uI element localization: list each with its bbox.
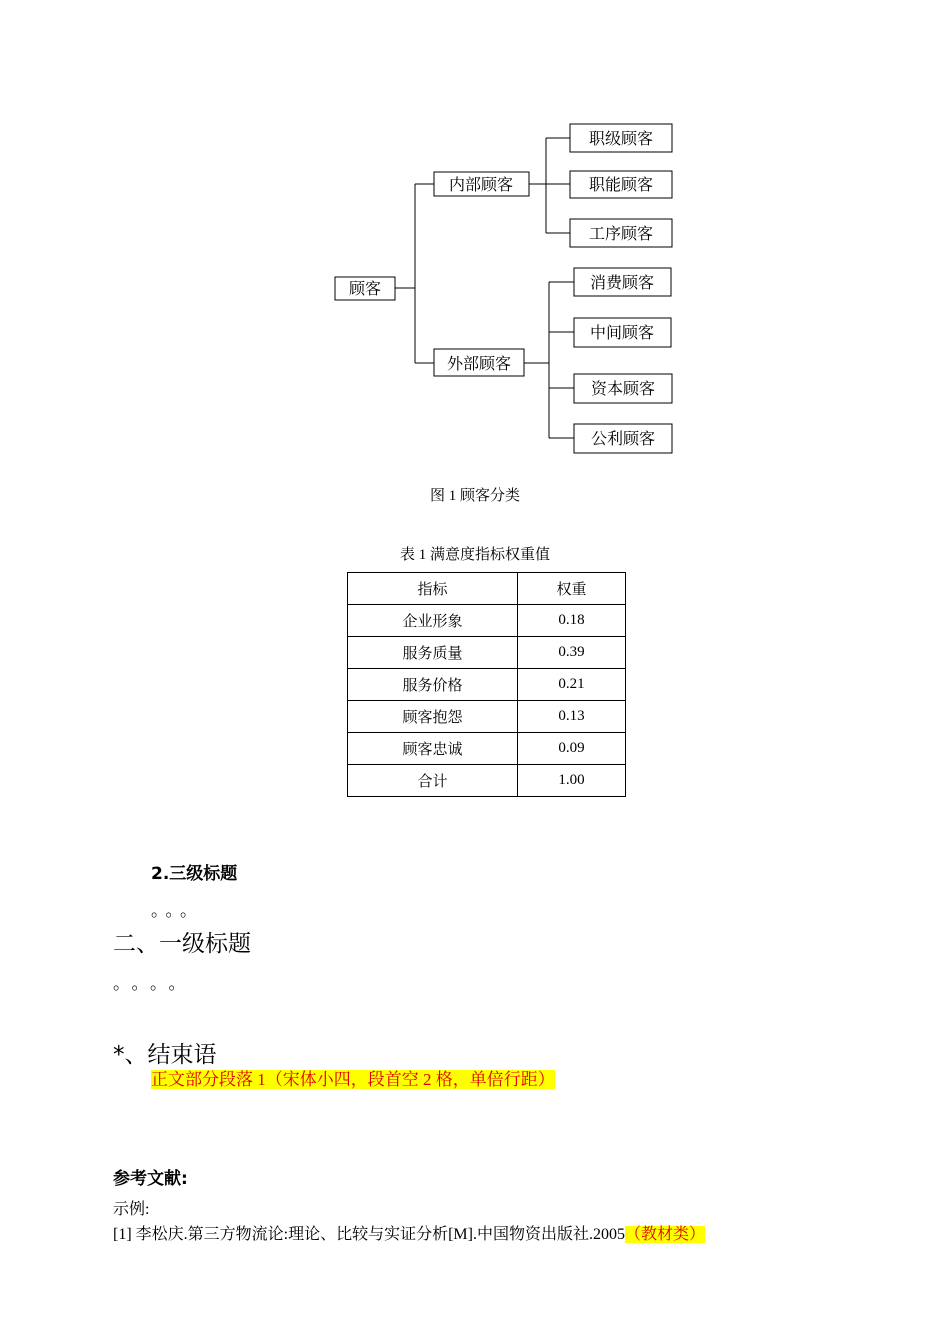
table-cell-weight: 0.09 (518, 733, 626, 765)
table-row (348, 765, 626, 797)
level1-heading: 二、一级标题 (113, 931, 251, 957)
node-external-2: 中间顾客 (589, 323, 655, 342)
node-internal-3: 工序顾客 (588, 224, 654, 243)
level3-heading: 2.三级标题 (151, 864, 238, 884)
table-cell-weight: 0.39 (518, 637, 626, 669)
node-internal-2: 职能顾客 (588, 175, 654, 194)
conclusion-format-note: 正文部分段落 1（宋体小四，段首空 2 格，单倍行距） (151, 1070, 555, 1089)
node-internal: 内部顾客 (448, 175, 514, 194)
table-row (348, 637, 626, 669)
figure-caption: 图 1 顾客分类 (429, 488, 520, 504)
node-external-1: 消费顾客 (589, 273, 655, 292)
table-cell-indicator: 服务价格 (348, 669, 518, 701)
table-caption: 表 1 满意度指标权重值 (399, 547, 550, 563)
table-cell-indicator: 顾客抱怨 (348, 701, 518, 733)
node-external: 外部顾客 (446, 354, 512, 373)
reference-item-note: （教材类） (625, 1226, 706, 1243)
reference-item-text: [1] 李松庆.第三方物流论:理论、比较与实证分析[M].中国物资出版社.2005 (113, 1226, 625, 1243)
table-row (348, 701, 626, 733)
table-cell-indicator: 企业形象 (348, 605, 518, 637)
reference-item (113, 1221, 705, 1244)
table-row (348, 669, 626, 701)
conclusion-paragraph (151, 1065, 555, 1090)
references-heading: 参考文献: (113, 1169, 188, 1189)
table-cell-weight: 0.21 (518, 669, 626, 701)
table-cell-weight: 0.13 (518, 701, 626, 733)
table-cell-weight: 1.00 (518, 765, 626, 797)
level3-dots: 。。。 (151, 901, 203, 920)
node-root: 顾客 (348, 279, 382, 298)
references-example-label: 示例: (113, 1201, 150, 1218)
table-cell-indicator: 合计 (348, 765, 518, 797)
weight-table (347, 572, 626, 797)
table-header-row (348, 573, 626, 605)
table-cell-indicator: 顾客忠诚 (348, 733, 518, 765)
level1-dots: 。。。。 (113, 974, 196, 993)
table-cell-weight: 0.18 (518, 605, 626, 637)
table-header-indicator: 指标 (348, 573, 518, 605)
table-header-weight: 权重 (518, 573, 626, 605)
table-row (348, 605, 626, 637)
conclusion-heading: *、结束语 (113, 1042, 217, 1068)
node-external-4: 公利顾客 (590, 429, 656, 448)
table-cell-indicator: 服务质量 (348, 637, 518, 669)
customer-classification-diagram (0, 0, 950, 470)
node-external-3: 资本顾客 (590, 379, 656, 398)
node-internal-1: 职级顾客 (588, 129, 654, 148)
table-row (348, 733, 626, 765)
